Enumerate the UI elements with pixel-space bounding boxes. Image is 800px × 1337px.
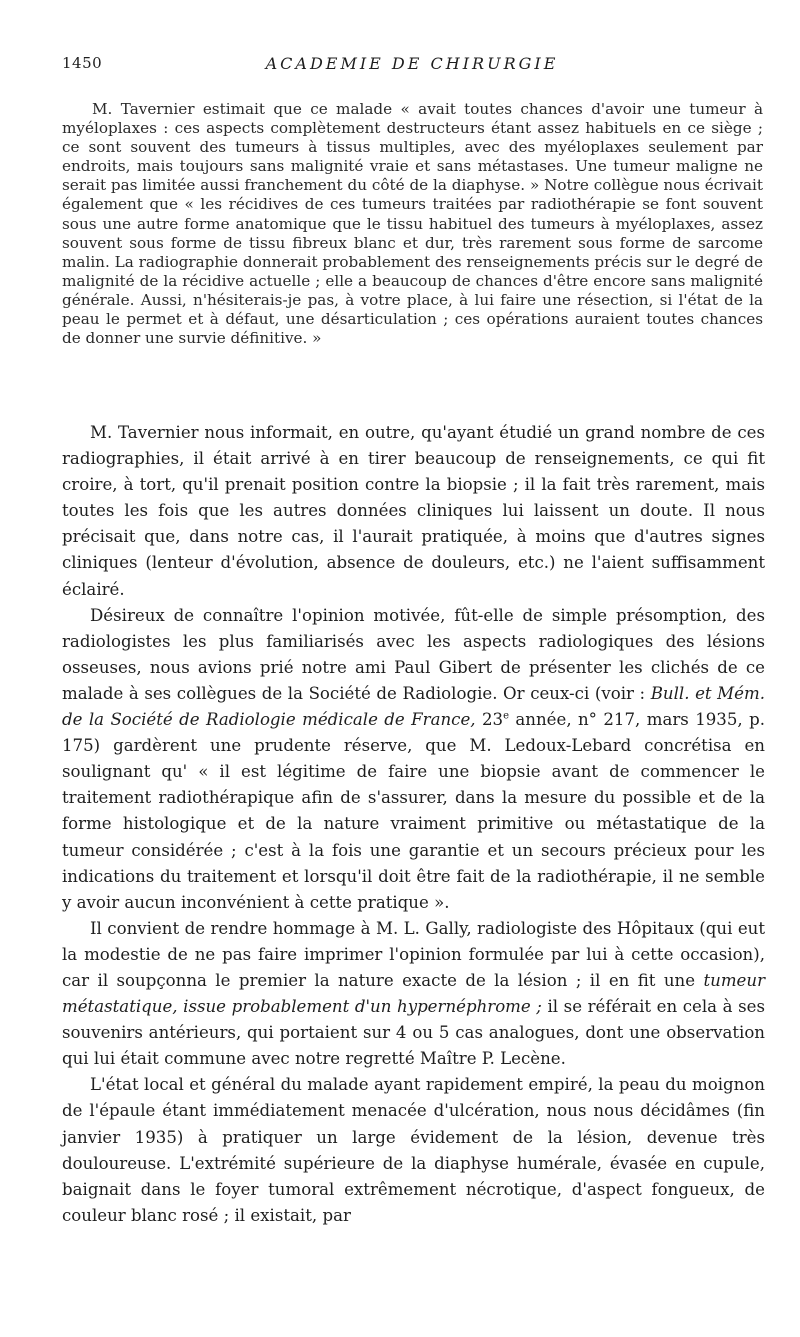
diagnosis-italic: tumeur métastatique, issue probablement d'un hypernéphrome ; <box>62 970 765 1017</box>
body-paragraph-2 <box>62 603 765 916</box>
p2-ordinal-superscript: e <box>503 710 509 722</box>
p3-text-before: Il convient de rendre hommage à M. L. Gally, radiologiste des Hôpitaux (qui eut la modestie de ne pas faire imprimer l'opinion formulée par lui à cette occasion), car il soupçonna le premier la nature exacte de la lésion ; il en fit une <box>62 918 765 990</box>
page-number: 1450 <box>62 54 103 72</box>
p2-year: 23 <box>481 710 504 730</box>
body-paragraph-1: M. Tavernier nous informait, en outre, qu'ayant étudié un grand nombre de ces radiographies, il était arrivé à en tirer beaucoup de renseignements, ce qui fit croire, à tort, qu'il prenait position contre la biopsie ; il la fait très rarement, mais toutes les fois que les autres données cliniques lui laissent un doute. Il nous précisait que, dans notre cas, il l'aurait pratiquée, à moins que d'autres signes cliniques (lenteur d'évolution, absence de douleurs, etc.) ne l'aient suffisamment éclairé. <box>62 423 765 599</box>
p2-text-before: Désireux de connaître l'opinion motivée, fût-elle de simple présomption, des radiologistes les plus familiarisés avec les aspects radiologiques des lésions osseuses, nous avions prié notre ami Paul Gibert de présenter les clichés de ce malade à ses collègues de la Société de Radiologie. Or ceux-ci (voir : <box>62 605 765 703</box>
body-text <box>62 420 765 1229</box>
p2-text-after: année, n° 217, mars 1935, p. 175) gardèrent une prudente réserve, que M. Ledoux-Lebard concrétisa en soulignant qu' « il est légitime de faire une biopsie avant de commencer le traitement radiothérapique afin de s'assurer, dans la mesure du possible et de la forme histologique et de la nature vraiment primitive ou métastatique de la tumeur considérée ; c'est à la fois une garantie et un secours précieux pour les indications du traitement et lorsqu'il doit être fait de la radiothérapie, il ne semble y avoir aucun inconvénient à cette pratique ». <box>62 710 765 912</box>
body-paragraph-3 <box>62 916 765 1073</box>
page-header <box>62 54 762 76</box>
quoted-letter-block <box>62 100 763 348</box>
body-paragraph-4: L'état local et général du malade ayant rapidement empiré, la peau du moignon de l'épaule étant immédiatement menacée d'ulcération, nous nous décidâmes (fin janvier 1935) à pratiquer un large évidement de la lésion, devenue très douloureuse. L'extrémité supérieure de la diaphyse humérale, évasée en cupule, baignait dans le foyer tumoral extrêmement nécrotique, d'aspect fongueux, de couleur blanc rosé ; il existait, par <box>62 1075 765 1225</box>
p3-text-after: il se référait en cela à ses souvenirs antérieurs, qui portaient sur 4 ou 5 cas analogues, dont une observation qui lui était commune avec notre regretté Maître P. Lecène. <box>62 997 765 1069</box>
quote-paragraph: M. Tavernier estimait que ce malade « avait toutes chances d'avoir une tumeur à myéloplaxes : ces aspects complètement destructeurs étant assez habituels en ce siège ; ce sont souvent des tumeurs à tissus multiples, avec des myéloplaxes seulement par endroits, mais toujours sans malignité vraie et sans métastases. Une tumeur maligne ne serait pas limitée aussi franchement du côté de la diaphyse. » Notre collègue nous écrivait également que « les récidives de ces tumeurs traitées par radiothérapie se font souvent sous une autre forme anatomique que le tissu habituel des tumeurs à myéloplaxes, assez souvent sous forme de tissu fibreux blanc et dur, très rarement sous forme de sarcome malin. La radiographie donnerait probablement des renseignements précis sur le degré de malignité de la récidive actuelle ; elle a beaucoup de chances d'être encore sans malignité générale. Aussi, n'hésiterais-je pas, à votre place, à lui faire une résection, si l'état de la peau le permet et à défaut, une désarticulation ; ces opérations auraient toutes chances de donner une survie définitive. » <box>62 100 763 348</box>
journal-citation: Bull. et Mém. de la Société de Radiologie médicale de France, <box>62 683 765 730</box>
running-head: ACADEMIE DE CHIRURGIE <box>265 54 559 73</box>
